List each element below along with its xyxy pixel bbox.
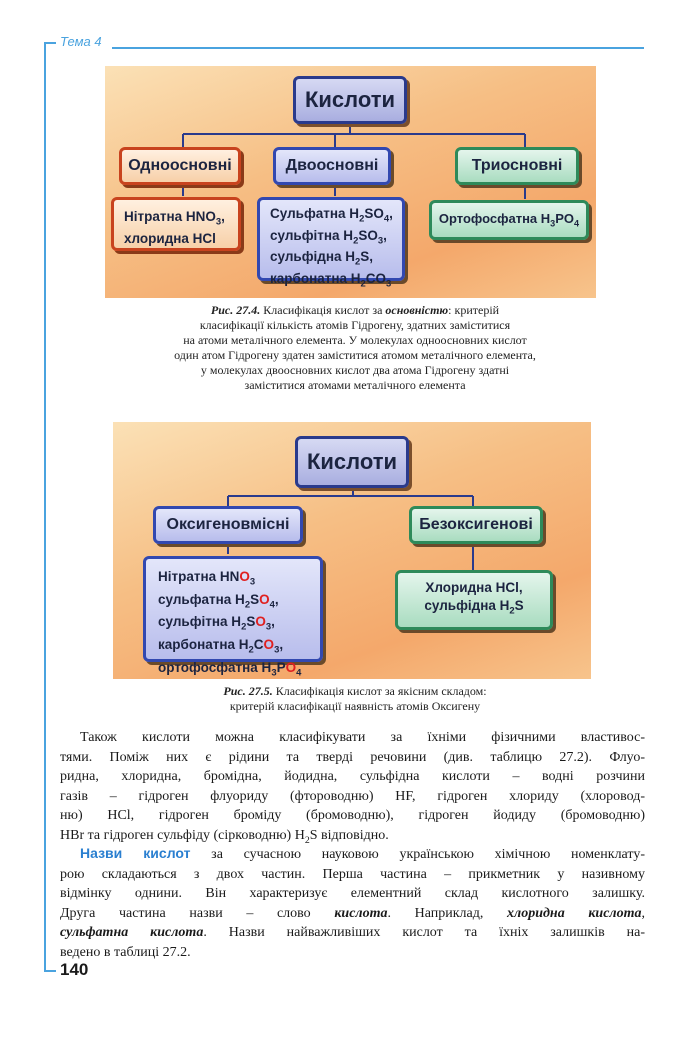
tribasic-box: Триосновні [455,147,579,185]
tribasic-example-1: Ортофосфатна $H_3PO_4$ [438,211,580,229]
page-number: 140 [60,960,89,979]
dibasic-box: Двоосновні [273,147,391,185]
acids-root-box-2: Кислоти [295,436,409,488]
figure-27-5-caption: Рис. 27.5. Класифікація кислот за якісним складом: критерій класифікації наявність атомів Оксигену [223,684,487,713]
dibasic-example-4: карбонатна $H_2CO_3$ [270,271,392,290]
oxy-example-1: Нітратна $HNO_3$ [158,569,256,588]
oxy-example-5: ортофосфатна $H_3PO_4$ [158,659,302,679]
paragraph-1: Також кислоти можна класифікувати за їхніми фізичними властивос- тями. Поміж них є рідини та тверді речовини (див. таблицю 27.2). Флуо- ридна, хлоридна, бромідна, йодидна, сульфідна кислоти – водні розчини газів – гідроген флуориду (фтороводню) HF, гідроген хлориду (хлоровод- ню) HCl, гідроген броміду (бромоводню), гідроген йодиду (бромоводню) HBr та гідроген сульфіду (сірководню) $H_2S$ відповідно. [60,730,645,846]
acids-root-box: Кислоти [293,76,407,124]
oxy-example-3: сульфітна $H_2SO_3$, [158,614,275,634]
page-frame-left [44,42,46,972]
header-rule [112,47,644,49]
monobasic-example-1: Нітратна $HNO_3$, [124,209,225,228]
oxygen-containing-box: Оксигеновмісні [153,506,303,544]
dibasic-examples-box [257,197,405,290]
figure-27-4 [105,66,596,298]
page-frame-bottom [44,970,56,972]
term-acid-names: Назви кислот [80,845,191,861]
nonoxy-example-1: Хлоридна HCl, [425,580,523,596]
page-frame-top [44,42,56,44]
paragraph-2: Назви кислот за сучасною науковою українською хімічною номенклату- рою складаються з двох частин. Перша частина – прикметник у називному відмінку однини. Він характеризує елементний склад кислотного залишку. Друга частина назви – слово кислота. Наприклад, хлоридна кислота, сульфатна кислота. Назви найважливіших кислот та їхніх залишків на- ведено в таблиці 27.2. [60,845,646,960]
dibasic-example-1: Сульфатна $H_2SO_4$, [270,206,393,225]
oxygen-containing-examples-box [143,556,323,679]
nonoxy-example-2: сульфідна $H_2S$ [424,598,524,617]
dibasic-example-2: сульфітна $H_2SO_3$, [270,227,387,247]
oxy-example-4: карбонатна $H_2CO_3$, [158,637,284,656]
monobasic-example-2: хлоридна HCl [124,230,216,246]
topic-label: Тема 4 [60,34,102,49]
oxygen-free-examples-box [395,570,553,630]
oxygen-free-box: Безоксигенові [409,506,543,544]
dibasic-example-3: сульфідна $H_2S$, [270,249,374,269]
monobasic-examples-box [111,197,241,251]
monobasic-box: Одноосновні [119,147,241,185]
tribasic-examples-box [429,200,589,240]
oxy-example-2: сульфатна $H_2SO_4$, [158,591,279,611]
figure-27-4-caption: Рис. 27.4. Класифікація кислот за основністю: критерій класифікації кількість атомів Гідрогену, здатних заміститися на атоми металічного елемента. У молекулах одноосновних кислот один атом Гідрогену здатен заміститися атомом металічного елемента, у молекулах двоосновних кислот два атома Гідрогену здатні заміститися атомами металічного елемента [174,303,536,392]
figure-27-5 [113,422,591,679]
